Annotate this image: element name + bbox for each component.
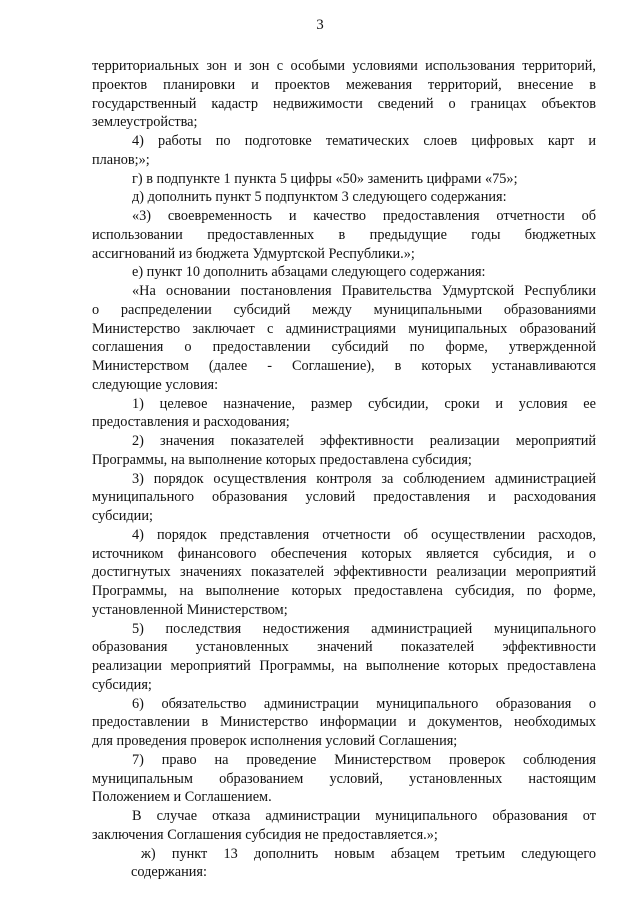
text-line: заключения Соглашения субсидия не предоставляется.»; bbox=[92, 826, 438, 843]
text-line: 2) значения показателей эффективности реализации мероприятий bbox=[132, 433, 596, 449]
text-line: субсидии; bbox=[92, 508, 153, 524]
text-line: субсидия; bbox=[92, 676, 152, 693]
text-line: следующие условия: bbox=[92, 376, 219, 393]
text-line: использовании предоставленных в предыдущие годы бюджетных bbox=[92, 226, 596, 243]
text-line: Министерством (далее - Соглашение), в которых устанавливаются bbox=[92, 358, 596, 374]
text-line: 7) право на проведение Министерством проверок соблюдения bbox=[132, 751, 596, 768]
text-line: Программы, на выполнение которых предоставлена субсидия; bbox=[92, 451, 472, 468]
text-line: Министерство заключает с администрациями муниципальных образований bbox=[92, 320, 596, 337]
text-line: В случае отказа администрации муниципального образования от bbox=[132, 808, 596, 824]
text-line: предоставления и расходования; bbox=[92, 414, 290, 431]
page-number: 3 bbox=[316, 17, 324, 33]
text-line: государственный кадастр недвижимости сведений о границах объектов bbox=[92, 95, 596, 112]
text-line: планов;»; bbox=[92, 151, 150, 168]
text-line: 5) последствия недостижения администрацией муниципального bbox=[132, 620, 596, 637]
text-line: «На основании постановления Правительства Удмуртской Республики bbox=[132, 283, 596, 299]
text-line: ж) пункт 13 дополнить новым абзацем третьим следующего bbox=[141, 845, 596, 862]
text-line: муниципальным образованием условий, установленных настоящим bbox=[92, 770, 596, 787]
text-line: Программы, на выполнение которых предоставлена субсидия, по форме, bbox=[92, 583, 596, 599]
text-line: 3) порядок осуществления контроля за соблюдением администрацией bbox=[132, 470, 596, 487]
text-line: достигнутых значениях показателей эффективности реализации мероприятий bbox=[92, 564, 596, 581]
text-line: «3) своевременность и качество предоставления отчетности об bbox=[132, 208, 596, 224]
text-line: землеустройства; bbox=[92, 114, 198, 131]
text-line: ассигнований из бюджета Удмуртской Республики.»; bbox=[92, 245, 415, 262]
text-line: для проведения проверок исполнения условий Соглашения; bbox=[92, 733, 458, 749]
document-body bbox=[92, 57, 596, 882]
text-line: предоставлении в Министерство информации и документов, необходимых bbox=[92, 714, 596, 731]
text-line: содержания: bbox=[131, 864, 207, 881]
text-line: муниципального образования условий предоставления и расходования bbox=[92, 489, 596, 506]
text-line: 6) обязательство администрации муниципального образования о bbox=[132, 695, 596, 712]
text-line: установленной Министерством; bbox=[92, 601, 288, 618]
text-line: территориальных зон и зон с особыми условиями использования территорий, bbox=[92, 58, 596, 74]
text-line: проектов планировки и проектов межевания территорий, внесение в bbox=[92, 76, 596, 93]
text-line: источником финансового обеспечения которых является субсидия, и о bbox=[92, 545, 596, 562]
text-line: 4) работы по подготовке тематических слоев цифровых карт и bbox=[132, 133, 596, 149]
text-line: Положением и Соглашением. bbox=[92, 789, 272, 806]
text-line: образования установленных значений показателей эффективности bbox=[92, 639, 596, 656]
text-line: е) пункт 10 дополнить абзацами следующего содержания: bbox=[132, 264, 486, 281]
text-line: 1) целевое назначение, размер субсидии, сроки и условия ее bbox=[132, 395, 596, 412]
text-line: г) в подпункте 1 пункта 5 цифры «50» заменить цифрами «75»; bbox=[132, 170, 518, 187]
text-line: реализации мероприятий Программы, на выполнение которых предоставлена bbox=[92, 658, 596, 674]
text-line: 4) порядок представления отчетности об осуществлении расходов, bbox=[132, 526, 596, 543]
text-line: д) дополнить пункт 5 подпунктом 3 следующего содержания: bbox=[132, 189, 507, 206]
text-line: о распределении субсидий между муниципальными образованиями bbox=[92, 301, 596, 318]
text-line: соглашения о предоставлении субсидий по форме, утвержденной bbox=[92, 339, 596, 356]
